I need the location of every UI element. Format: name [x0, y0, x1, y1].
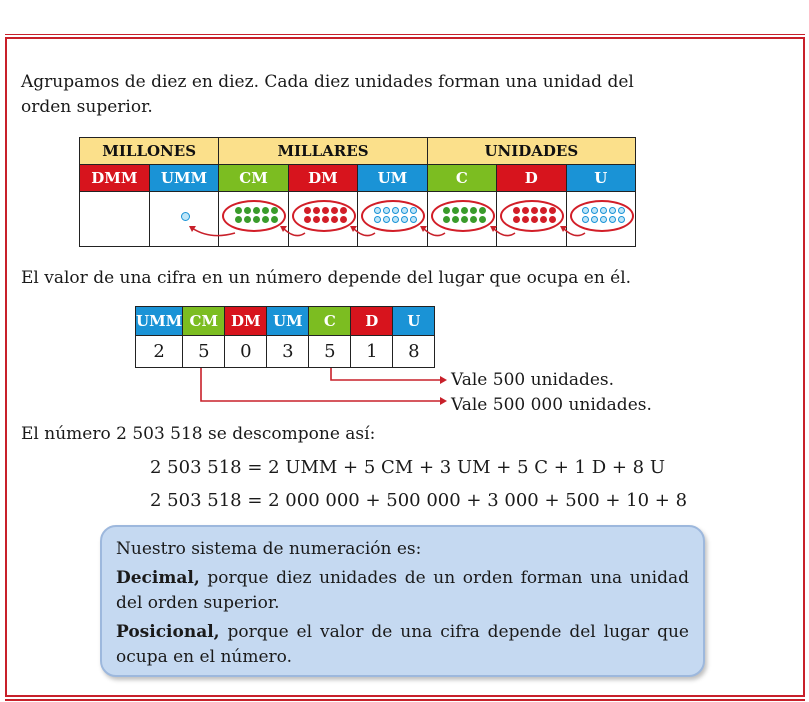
- arrow-label-500000: Vale 500 000 unidades.: [451, 395, 652, 415]
- equation-orders: 2 503 518 = 2 UMM + 5 CM + 3 UM + 5 C + 1 D + 8 U: [150, 457, 666, 478]
- summary-decimal: [116, 566, 689, 616]
- label-um: UM: [267, 307, 309, 336]
- digit-u: 8: [393, 336, 435, 368]
- statement-text: El valor de una cifra en un número depende del lugar que ocupa en él.: [21, 268, 632, 288]
- arrow-c-value: [331, 368, 440, 380]
- label-u: U: [393, 307, 435, 336]
- arrow-label-500: Vale 500 unidades.: [451, 370, 615, 390]
- summary-intro: Nuestro sistema de numeración es:: [116, 539, 422, 559]
- decompose-intro: El número 2 503 518 se descompone así:: [21, 424, 376, 444]
- digit-umm: 2: [136, 336, 183, 368]
- equation-values: 2 503 518 = 2 000 000 + 500 000 + 3 000 + 500 + 10 + 8: [150, 490, 688, 511]
- label-dm: DM: [225, 307, 267, 336]
- group-unidades: UNIDADES: [427, 138, 635, 165]
- decimal-text: porque diez unidades de un orden forman una unidad del orden superior.: [116, 568, 689, 613]
- label-um: UM: [358, 165, 427, 192]
- summary-posicional: [116, 620, 689, 670]
- label-dm: DM: [288, 165, 357, 192]
- decimal-title: Decimal,: [116, 568, 200, 588]
- arrow-cm-value: [201, 368, 440, 401]
- label-cm: CM: [219, 165, 288, 192]
- label-c: C: [427, 165, 496, 192]
- label-umm: UMM: [149, 165, 219, 192]
- summary-box: [100, 525, 705, 677]
- posicional-text: porque el valor de una cifra depende del lugar que ocupa en el número.: [116, 622, 689, 667]
- label-u: U: [566, 165, 635, 192]
- digit-um: 3: [267, 336, 309, 368]
- digit-cm: 5: [183, 336, 225, 368]
- label-d: D: [497, 165, 566, 192]
- intro-line-2: orden superior.: [21, 97, 153, 117]
- intro-line-1: Agrupamos de diez en diez. Cada diez unidades forman una unidad del: [21, 72, 634, 92]
- label-d: D: [351, 307, 393, 336]
- posicional-title: Posicional,: [116, 622, 220, 642]
- label-dmm: DMM: [80, 165, 150, 192]
- digit-c: 5: [309, 336, 351, 368]
- digit-d: 1: [351, 336, 393, 368]
- label-umm: UMM: [136, 307, 183, 336]
- label-cm: CM: [183, 307, 225, 336]
- digit-dm: 0: [225, 336, 267, 368]
- group-millones: MILLONES: [80, 138, 219, 165]
- group-millares: MILLARES: [219, 138, 427, 165]
- label-c: C: [309, 307, 351, 336]
